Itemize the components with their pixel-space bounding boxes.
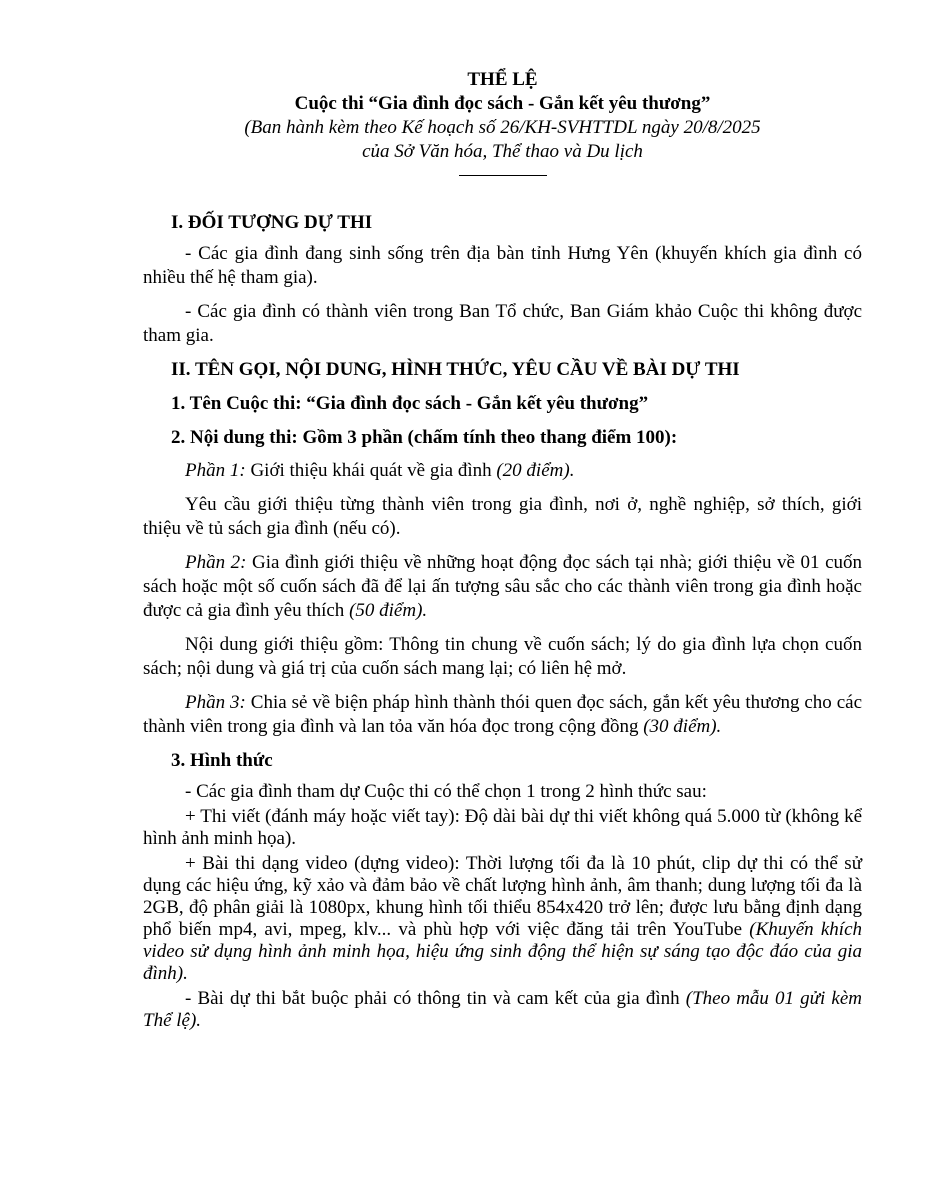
contest-name: Cuộc thi “Gia đình đọc sách - Gắn kết yêu thương” (294, 93, 711, 114)
part-1-paragraph (143, 459, 862, 483)
section-2-heading: II. TÊN GỌI, NỘI DUNG, HÌNH THỨC, YÊU CẦU VỀ BÀI DỰ THI (171, 359, 740, 380)
part-1-label: Phần 1: (185, 460, 246, 481)
header-divider (459, 175, 547, 176)
issued-by-line-2: của Sở Văn hóa, Thể thao và Du lịch (362, 141, 643, 162)
part-3-text: Chia sẻ về biện pháp hình thành thói quen đọc sách, gắn kết yêu thương cho các thành viên trong gia đình và lan tỏa văn hóa đọc trong cộng đồng (143, 692, 863, 737)
part-2-requirement: Nội dung giới thiệu gồm: Thông tin chung về cuốn sách; lý do gia đình lựa chọn cuốn sách; nội dung và giá trị của cuốn sách mang lại; có liên hệ mở. (143, 634, 862, 679)
part-2-points: (50 điểm). (349, 600, 428, 621)
document-title: THỂ LỆ (467, 69, 538, 90)
format-requirement (143, 988, 862, 1032)
section-1-paragraph-1: - Các gia đình đang sinh sống trên địa bàn tỉnh Hưng Yên (khuyến khích gia đình có nhiều thế hệ tham gia). (143, 243, 862, 288)
issued-by-line-1: (Ban hành kèm theo Kế hoạch số 26/KH-SVHTTDL ngày 20/8/2025 (244, 117, 761, 138)
part-3-points: (30 điểm). (643, 716, 722, 737)
format-video (143, 853, 862, 985)
item-1-contest-name: 1. Tên Cuộc thi: “Gia đình đọc sách - Gắn kết yêu thương” (171, 393, 649, 414)
part-2-label: Phần 2: (185, 552, 247, 573)
item-3-format: 3. Hình thức (171, 750, 273, 771)
part-1-text: Giới thiệu khái quát về gia đình (245, 460, 497, 481)
format-video-text: + Bài thi dạng video (dựng video): Thời lượng tối đa là 10 phút, clip dự thi có thể sử dụng các hiệu ứng, kỹ xảo và đảm bảo về chất lượng hình ảnh, âm thanh; dung lượng tối đa là 2GB, độ phân giải là 1080px, khung hình tối thiểu 854x420 trở lên; được lưu bằng định dạng phổ biến mp4, avi, mpeg, klv... và phù hợp với việc đăng tải trên YouTube (143, 853, 862, 940)
item-2-content: 2. Nội dung thi: Gồm 3 phần (chấm tính theo thang điểm 100): (171, 427, 678, 448)
section-1-heading: I. ĐỐI TƯỢNG DỰ THI (171, 212, 373, 233)
format-written: + Thi viết (đánh máy hoặc viết tay): Độ dài bài dự thi viết không quá 5.000 từ (không kể hình ảnh minh họa). (143, 806, 862, 849)
part-2-text: Gia đình giới thiệu về những hoạt động đọc sách tại nhà; giới thiệu về 01 cuốn sách hoặc một số cuốn sách đã để lại ấn tượng sâu sắc cho các thành viên trong gia đình hoặc được cả gia đình yêu thích (143, 552, 863, 621)
part-1-requirement: Yêu cầu giới thiệu từng thành viên trong gia đình, nơi ở, nghề nghiệp, sở thích, giới thiệu về tủ sách gia đình (nếu có). (143, 494, 862, 539)
part-3-label: Phần 3: (185, 692, 246, 713)
part-1-points: (20 điểm). (496, 460, 575, 481)
format-video-note: (Khuyến khích video sử dụng hình ảnh minh họa, hiệu ứng sinh động thể hiện sự sáng tạo độc đáo của gia đình). (143, 919, 863, 984)
part-2-paragraph (143, 551, 862, 623)
format-requirement-note: (Theo mẫu 01 gửi kèm Thể lệ). (143, 988, 863, 1031)
format-intro: - Các gia đình tham dự Cuộc thi có thể chọn 1 trong 2 hình thức sau: (185, 781, 707, 802)
section-1-paragraph-2: - Các gia đình có thành viên trong Ban Tổ chức, Ban Giám khảo Cuộc thi không được tham gia. (143, 301, 862, 346)
format-requirement-text: - Bài dự thi bắt buộc phải có thông tin và cam kết của gia đình (185, 988, 686, 1009)
part-3-paragraph (143, 691, 862, 739)
